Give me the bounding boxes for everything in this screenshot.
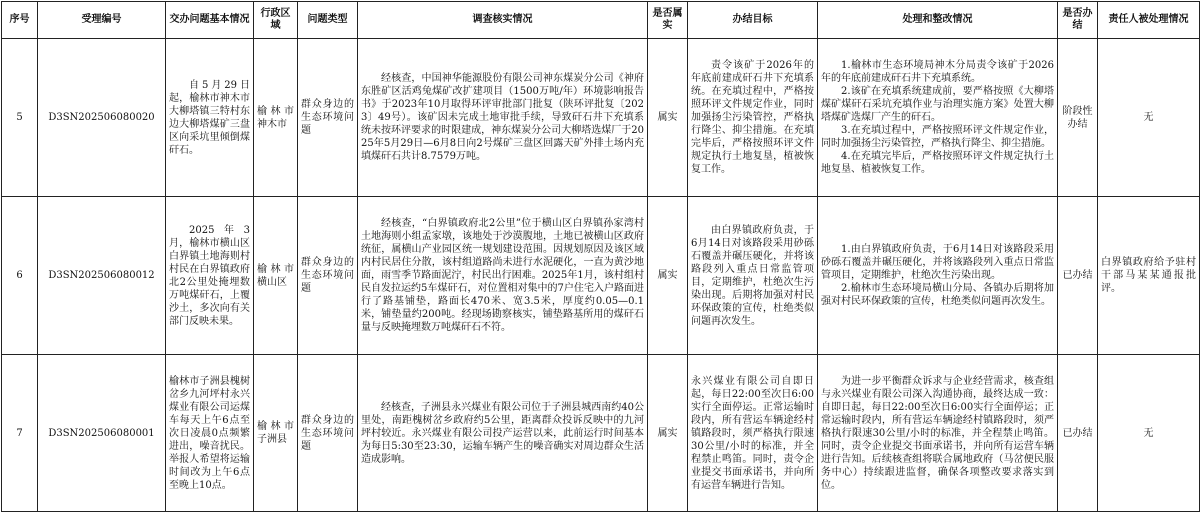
header-type: 问题类型 xyxy=(298,2,358,39)
header-completed: 是否办结 xyxy=(1058,2,1098,39)
rectification-item: 3.在充填过程中，严格按照环评文件规定作业，同时加强扬尘污染管控，严格执行降尘、抑尘措施。 xyxy=(821,125,1054,149)
header-verified: 是否属实 xyxy=(648,2,688,39)
cell-code: D3SN202506080012 xyxy=(38,197,166,355)
rectification-item: 1.榆林市生态环境局神木分局责令该矿于2026年的年底前建成矸石井下充填系统。 xyxy=(821,60,1054,84)
header-rectification: 处理和整改情况 xyxy=(818,2,1058,39)
cell-completed: 已办结 xyxy=(1058,355,1098,512)
cell-investigation: 经核查，中国神华能源股份有限公司神东煤炭分公司《神府东胜矿区活鸡兔煤矿改扩建项目（1500万吨/年）环境影响报告书》于2023年10月取得环评审批部门批复（陕环评批复〔2023〕49号）。该矿因未完成土地审批手续，导致矸石井下充填系统未按环评要求的时限建成，神东煤炭分公司大柳塔选煤厂于2025年5月29日—6月8日向2号煤矿三盘区回露天矿外排土场内充填煤矸石共计8.7579万吨。 xyxy=(358,39,648,197)
cell-completed: 阶段性办结 xyxy=(1058,39,1098,197)
cell-verified: 属实 xyxy=(648,355,688,512)
rectification-item: 2.榆林市生态环境局横山分局、各镇办后期将加强对村民环保政策的宣传，杜绝类似问题再次发生。 xyxy=(821,283,1054,307)
cell-code: D3SN202506080001 xyxy=(38,355,166,512)
cell-region: 榆林市子洲县 xyxy=(254,355,298,512)
rectification-item: 4.在充填完毕后，严格按照环评文件规定执行土地复垦、植被恢复工作。 xyxy=(821,151,1054,175)
cell-problem: 自5月29日起，榆林市神木市大柳塔镇三特村东边大柳塔煤矿三盘区向采坑里倾倒煤矸石。 xyxy=(166,39,254,197)
cell-rectification xyxy=(818,197,1058,355)
cell-seq: 5 xyxy=(2,39,38,197)
cell-investigation: 经核查，子洲县永兴煤业有限公司位于子洲县城西南约40公里处，南距槐树岔乡政府约5公里，距离群众投诉反映中的九河坪村较近。永兴煤业有限公司投产运营以来，此前运行时间基本为每日5:30至23:30，运输车辆产生的噪音确实对周边群众生活造成影响。 xyxy=(358,355,648,512)
cell-accountability: 无 xyxy=(1098,355,1200,512)
cell-problem: 2025年3月，榆林市横山区白界镇土地海则村村民在白界镇政府北2公里处掩埋数万吨煤矸石，上覆沙土，多次向有关部门反映未果。 xyxy=(166,197,254,355)
table-row xyxy=(2,355,1200,512)
header-goal: 办结目标 xyxy=(688,2,818,39)
cell-verified: 属实 xyxy=(648,197,688,355)
cell-code: D3SN202506080020 xyxy=(38,39,166,197)
cell-investigation: 经核查，“白界镇政府北2公里”位于横山区白界镇孙家湾村土地海则小组孟家墩，该地处于沙漠腹地，土地已被横山区政府统征，属横山产业园区统一规划建设范围。因规划原因及该区域内村民居住分散，该村组道路尚未进行水泥硬化，一直为黄沙地面，雨雪季节路面泥泞，村民出行困难。2025年1月，该村组村民自发拉运约5车煤矸石，对位置相对集中的7户住宅入户路面进行了路基铺垫，路面长470米、宽3.5米，厚度约0.05—0.1米，铺垫量约200吨。经现场勘察核实，铺垫路基所用的煤矸石量与反映掩埋数万吨煤矸石不符。 xyxy=(358,197,648,355)
cell-seq: 7 xyxy=(2,355,38,512)
cell-completed: 已办结 xyxy=(1058,197,1098,355)
header-investigation: 调查核实情况 xyxy=(358,2,648,39)
cell-accountability: 白界镇政府给予驻村干部马某某通报批评。 xyxy=(1098,197,1200,355)
cell-region: 榆林市神木市 xyxy=(254,39,298,197)
table-row xyxy=(2,39,1200,197)
header-problem: 交办问题基本情况 xyxy=(166,2,254,39)
rectification-item: 1.由白界镇政府负责，于6月14日对该路段采用砂砾石覆盖并碾压硬化，并将该路段列入重点日常监管项目，定期维护，杜绝次生污染出现。 xyxy=(821,244,1054,281)
cell-verified: 属实 xyxy=(648,39,688,197)
table-row xyxy=(2,197,1200,355)
cell-accountability: 无 xyxy=(1098,39,1200,197)
cell-type: 群众身边的生态环境问题 xyxy=(298,197,358,355)
cell-seq: 6 xyxy=(2,197,38,355)
cell-goal: 责令该矿于2026年的年底前建成矸石井下充填系统。在充填过程中，严格按照环评文件规定作业，同时加强扬尘污染管控，严格执行降尘、抑尘措施。在充填完毕后，严格按照环评文件规定执行土地复垦，植被恢复工作。 xyxy=(688,39,818,197)
cell-type: 群众身边的生态环境问题 xyxy=(298,39,358,197)
header-code: 受理编号 xyxy=(38,2,166,39)
header-seq: 序号 xyxy=(2,2,38,39)
header-row xyxy=(2,2,1200,39)
header-region: 行政区域 xyxy=(254,2,298,39)
cell-rectification xyxy=(818,355,1058,512)
rectification-item: 为进一步平衡群众诉求与企业经营需求，核查组与永兴煤业有限公司深入沟通协商，最终达成一致：自即日起，每日22:00至次日6:00实行全面停运；正常运输时段内，所有营运车辆途经村镇路段时，须严格执行限速30公里/小时的标准，并全程禁止鸣笛。同时，责令企业提交书面承诺书，并向所有运营车辆进行告知。后续核查组将联合属地政府（马岔便民服务中心）持续跟进监督，确保各项整改要求落实到位。 xyxy=(821,375,1054,491)
rectification-item: 2.该矿在充填系统建成前，要严格按照《大柳塔煤矿煤矸石采坑充填作业与治理实施方案》处置大柳塔煤矿选煤厂产生的矸石。 xyxy=(821,86,1054,123)
cell-type: 群众身边的生态环境问题 xyxy=(298,355,358,512)
cell-problem: 榆林市子洲县槐树岔乡九河坪村永兴煤业有限公司运煤车每天上午6点至次日凌晨0点频繁进出，噪音扰民。举报人希望将运输时间改为上午6点至晚上10点。 xyxy=(166,355,254,512)
cell-goal: 由白界镇政府负责，于6月14日对该路段采用砂砾石覆盖并碾压硬化，并将该路段列入重点日常监管项目，定期维护，杜绝次生污染出现。后期将加强对村民环保政策的宣传，杜绝类似问题再次发生。 xyxy=(688,197,818,355)
case-table xyxy=(1,1,1200,512)
cell-goal: 永兴煤业有限公司自即日起，每日22:00至次日6:00实行全面停运。正常运输时段内，所有营运车辆途经村镇路段时，须严格执行限速30公里/小时的标准，并全程禁止鸣笛。同时，责令企业提交书面承诺书，并向所有运营车辆进行告知。 xyxy=(688,355,818,512)
cell-region: 榆林市横山区 xyxy=(254,197,298,355)
cell-rectification xyxy=(818,39,1058,197)
header-accountability: 责任人被处理情况 xyxy=(1098,2,1200,39)
